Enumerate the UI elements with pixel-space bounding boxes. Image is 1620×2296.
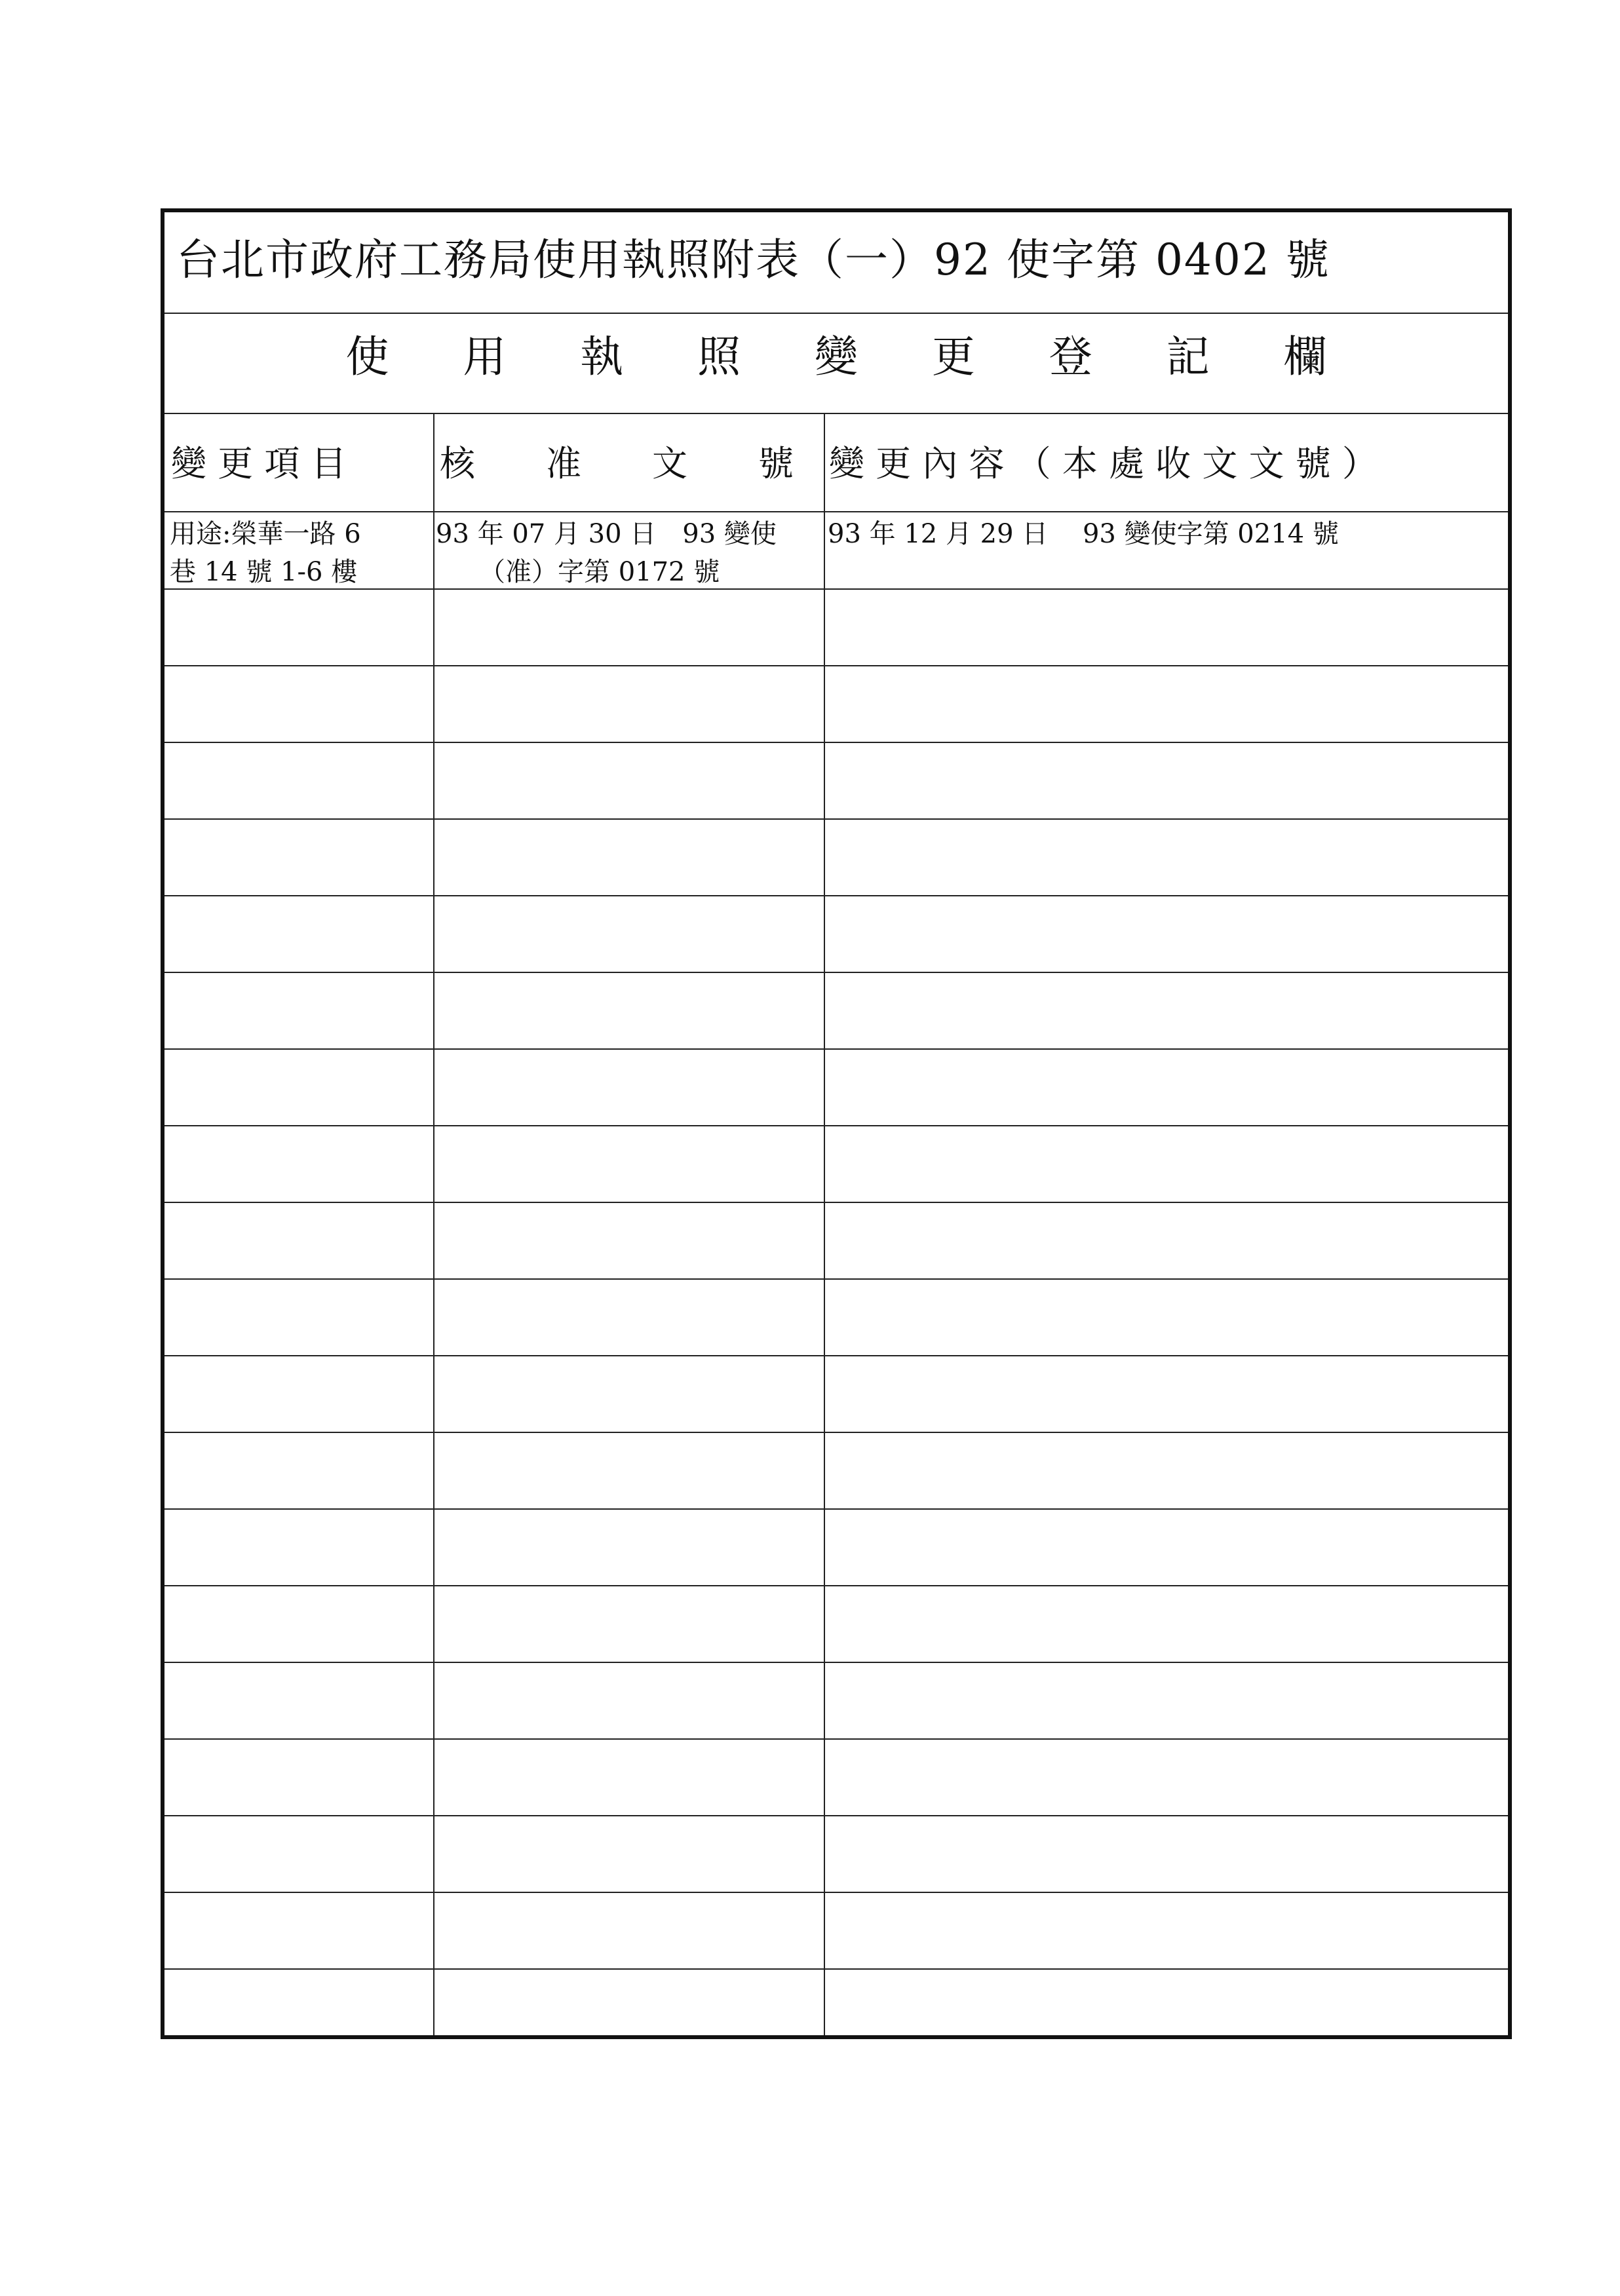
subtitle-char: 照 — [697, 332, 741, 382]
row-1-content-line-1: 93 年 12 月 29 日 93 變使字第 0214 號 — [828, 519, 1339, 549]
table-row-divider — [164, 1048, 1508, 1050]
table-row-divider — [164, 895, 1508, 896]
form-title: 台北市政府工務局使用執照附表（一）92 使字第 0402 號 — [176, 235, 1330, 285]
table-row-divider — [164, 1355, 1508, 1356]
subtitle-char: 變 — [814, 332, 858, 382]
subtitle-char: 使 — [345, 332, 389, 382]
table-row-divider — [164, 665, 1508, 666]
table-row-divider — [164, 1738, 1508, 1740]
column-divider-2 — [824, 413, 825, 2035]
row-1-approval-line-1: 93 年 07 月 30 日 93 變使 — [436, 519, 777, 549]
header-change-content: 變 更 內 容 （ 本 處 收 文 文 號 ） — [829, 443, 1378, 484]
table-row-divider — [164, 1585, 1508, 1586]
form-subtitle — [164, 332, 1508, 382]
table-row-divider — [164, 1508, 1508, 1510]
row-1-item-line-2: 巷 14 號 1-6 樓 — [170, 557, 358, 587]
table-row-divider — [164, 972, 1508, 973]
header-divider — [164, 511, 1508, 512]
table-row-divider — [164, 1125, 1508, 1126]
table-row-divider — [164, 588, 1508, 590]
row-1-approval-line-2: （准）字第 0172 號 — [479, 557, 720, 587]
subtitle-char: 執 — [580, 332, 624, 382]
subtitle-char: 更 — [931, 332, 975, 382]
table-row-divider — [164, 1432, 1508, 1433]
table-row-divider — [164, 1662, 1508, 1663]
table-row-divider — [164, 1815, 1508, 1816]
table-row-divider — [164, 1968, 1508, 1970]
table-row-divider — [164, 818, 1508, 820]
subtitle-char: 記 — [1166, 332, 1210, 382]
column-divider-1 — [433, 413, 434, 2035]
subtitle-char: 登 — [1049, 332, 1092, 382]
usage-permit-change-register-form — [161, 208, 1512, 2039]
header-change-item: 變 更 項 目 — [171, 443, 347, 484]
table-row-divider — [164, 1892, 1508, 1893]
table-row-divider — [164, 1202, 1508, 1203]
header-approval-number: 核 准 文 號 — [440, 443, 794, 484]
subtitle-char: 用 — [463, 332, 507, 382]
table-row-divider — [164, 1278, 1508, 1280]
row-1-item-line-1: 用途:榮華一路 6 — [170, 519, 361, 549]
title-divider — [164, 313, 1508, 314]
subtitle-divider — [164, 413, 1508, 414]
subtitle-char: 欄 — [1283, 332, 1327, 382]
table-row-divider — [164, 742, 1508, 743]
